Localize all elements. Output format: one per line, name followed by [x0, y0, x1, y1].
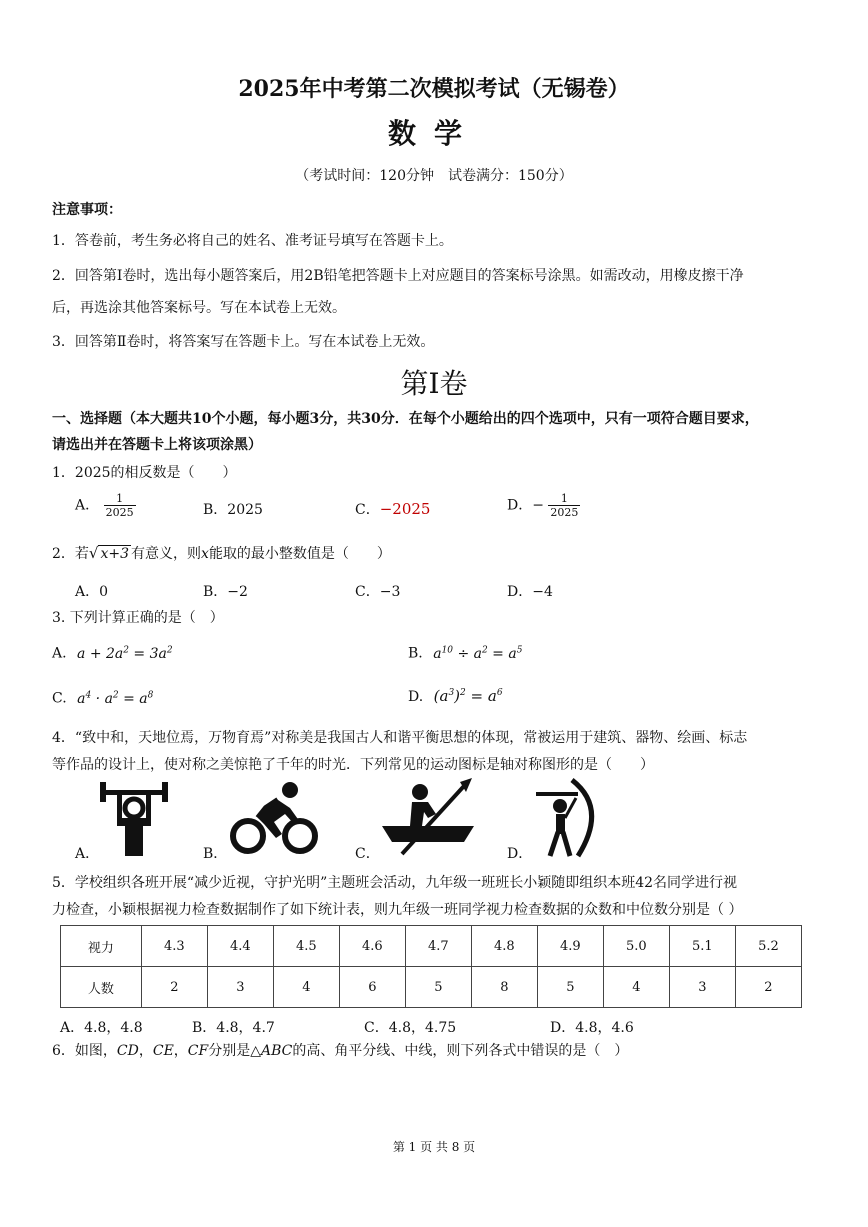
q1-d-fraction — [548, 492, 580, 519]
table-cell: 5.0 — [603, 926, 669, 967]
q1-d-den: 2025 — [550, 506, 579, 519]
q6-cf: CF — [187, 1043, 209, 1059]
table-cell: 4.5 — [273, 926, 339, 967]
q2-stem-post: 有意义，则 — [131, 546, 202, 562]
q1-a-num: 1 — [104, 492, 136, 506]
q3-d-label: D. — [408, 689, 424, 705]
q3-option-c — [52, 690, 153, 707]
q5-option-a: A．4.8，4.8 — [60, 1020, 143, 1036]
q3-b-label: B. — [408, 645, 423, 662]
exam-title: 2025年中考第二次模拟考试（无锡卷） — [238, 76, 630, 102]
q6-stem — [52, 1040, 628, 1060]
note-1: 1．答卷前，考生务必将自己的姓名、准考证号填写在答题卡上。 — [52, 233, 453, 249]
table-cell: 5 — [537, 967, 603, 1008]
table-cell: 4.6 — [339, 926, 405, 967]
table-cell: 4.4 — [207, 926, 273, 967]
q3-option-a — [52, 645, 173, 662]
table-cell: 4.8 — [471, 926, 537, 967]
vision-table — [60, 925, 802, 1008]
q4-option-b: B． — [203, 846, 228, 862]
table-cell: 5 — [405, 967, 471, 1008]
q3-stem: 3. 下列计算正确的是（ ） — [52, 610, 224, 626]
q3-c-expr: $a^4 \cdot a^2 = a^8$ — [77, 690, 154, 707]
q4-option-d: D． — [507, 846, 533, 862]
table-cell: 3 — [207, 967, 273, 1008]
q2-variable: x — [201, 546, 209, 562]
q1-d-label: D． — [507, 497, 533, 514]
section-intro-b: 请选出并在答题卡上将该项涂黑） — [52, 437, 262, 453]
q1-d-num: 1 — [548, 492, 580, 506]
archery-icon — [532, 778, 604, 858]
q2-stem-pre: 2．若 — [52, 546, 89, 562]
q2-stem-end: 能取的最小整数值是（ ） — [208, 546, 391, 562]
q6-cd: CD — [116, 1043, 139, 1059]
table-cell: 4 — [273, 967, 339, 1008]
page-footer: 第 1 页 共 8 页 — [392, 1140, 476, 1154]
note-3: 3．回答第Ⅱ卷时，将答案写在答题卡上。写在本试卷上无效。 — [52, 334, 435, 350]
q1-option-a — [75, 492, 136, 519]
q2-option-c: C．−3 — [355, 584, 401, 600]
rowing-icon — [380, 778, 476, 858]
q3-c-label: C. — [52, 690, 67, 707]
q3-b-expr: $a^{10} \div a^2 = a^5$ — [433, 645, 523, 662]
q1-option-c — [355, 499, 430, 519]
table-cell: 3 — [669, 967, 735, 1008]
q3-option-b — [408, 645, 522, 662]
note-2a: 2．回答第Ⅰ卷时，选出每小题答案后，用2B铅笔把答题卡上对应题目的答案标号涂黑。如需改动，用橡皮擦干净 — [52, 268, 744, 284]
q1-a-fraction — [104, 492, 136, 519]
table-cell: 6 — [339, 967, 405, 1008]
table-cell: 8 — [471, 967, 537, 1008]
note-2b: 后，再选涂其他答案标号。写在本试卷上无效。 — [52, 300, 346, 316]
q1-option-d — [507, 492, 580, 519]
q1-d-sign: − — [532, 497, 544, 514]
q5-option-b: B．4.8，4.7 — [192, 1020, 275, 1036]
table-cell: 2 — [141, 967, 207, 1008]
table-cell: 5.1 — [669, 926, 735, 967]
q6-sep2: ， — [173, 1043, 188, 1059]
subject-title: 数学 — [387, 117, 480, 150]
q3-option-d — [408, 687, 503, 705]
q5-stem-a: 5．学校组织各班开展“减少近视，守护光明”主题班会活动，九年级一班班长小颖随即组织本班42名同学进行视 — [52, 875, 738, 891]
table-cell: 2 — [735, 967, 801, 1008]
q4-option-a: A． — [75, 846, 100, 862]
section-title: 第Ⅰ卷 — [400, 367, 468, 400]
table-row — [61, 926, 802, 967]
q1-c-label: C． — [355, 502, 380, 518]
table-cell: 4.9 — [537, 926, 603, 967]
q2-stem: 2．若√ x+3 有意义，则x能取的最小整数值是（ ） — [52, 544, 391, 562]
q4-stem-b: 等作品的设计上，使对称之美惊艳了千年的时光．下列常见的运动图标是轴对称图形的是（ ） — [52, 757, 654, 773]
table-cell: 4.3 — [141, 926, 207, 967]
q2-option-d: D．−4 — [507, 584, 553, 600]
q3-a-expr: $a + 2a^2 = 3a^2$ — [77, 645, 173, 662]
table-cell: 4 — [603, 967, 669, 1008]
q3-a-label: A. — [52, 645, 67, 662]
cycling-icon — [228, 778, 322, 858]
q5-option-d: D．4.8，4.6 — [550, 1020, 634, 1036]
q6-ce: CE — [152, 1043, 174, 1059]
q1-a-den: 2025 — [105, 506, 134, 519]
q2-option-b: B．−2 — [203, 584, 248, 600]
q1-c-value: −2025 — [379, 500, 431, 518]
exam-time-info: （考试时间：120分钟 试卷满分：150分） — [295, 168, 573, 184]
q6-sep1: ， — [138, 1043, 153, 1059]
weightlifting-icon — [98, 778, 170, 858]
q5-stem-b: 力检查，小颖根据视力检查数据制作了如下统计表，则九年级一班同学视力检查数据的众数和中位数分别是（ ） — [52, 902, 743, 918]
q1-option-b: B．2025 — [203, 502, 263, 518]
q6-mid: 分别是△ — [208, 1043, 262, 1059]
q6-stem-pre: 6．如图， — [52, 1043, 117, 1059]
row-header: 人数 — [61, 967, 142, 1008]
section-intro-a: 一、选择题（本大题共10个小题，每小题3分，共30分．在每个小题给出的四个选项中，只有一项符合题目要求， — [52, 411, 759, 427]
q4-option-c: C． — [355, 846, 380, 862]
notes-heading: 注意事项： — [52, 202, 122, 218]
q6-stem-end: 的高、角平分线、中线，则下列各式中错误的是（ ） — [292, 1043, 629, 1059]
q2-radicand: x+3 — [100, 546, 130, 562]
q6-abc: ABC — [261, 1043, 293, 1059]
q5-option-c: C．4.8，4.75 — [364, 1020, 457, 1036]
q1-stem: 1．2025的相反数是（ ） — [52, 465, 237, 481]
table-row — [61, 967, 802, 1008]
table-cell: 5.2 — [735, 926, 801, 967]
q2-option-a: A．0 — [75, 584, 109, 600]
q4-stem-a: 4．“致中和，天地位焉，万物育焉”对称美是我国古人和谐平衡思想的体现，常被运用于建筑、器物、绘画、标志 — [52, 730, 748, 746]
q3-d-expr: $(a^3)^2 = a^6$ — [433, 687, 503, 705]
row-header: 视力 — [61, 926, 142, 967]
table-cell: 4.7 — [405, 926, 471, 967]
q1-a-label: A． — [75, 497, 100, 514]
